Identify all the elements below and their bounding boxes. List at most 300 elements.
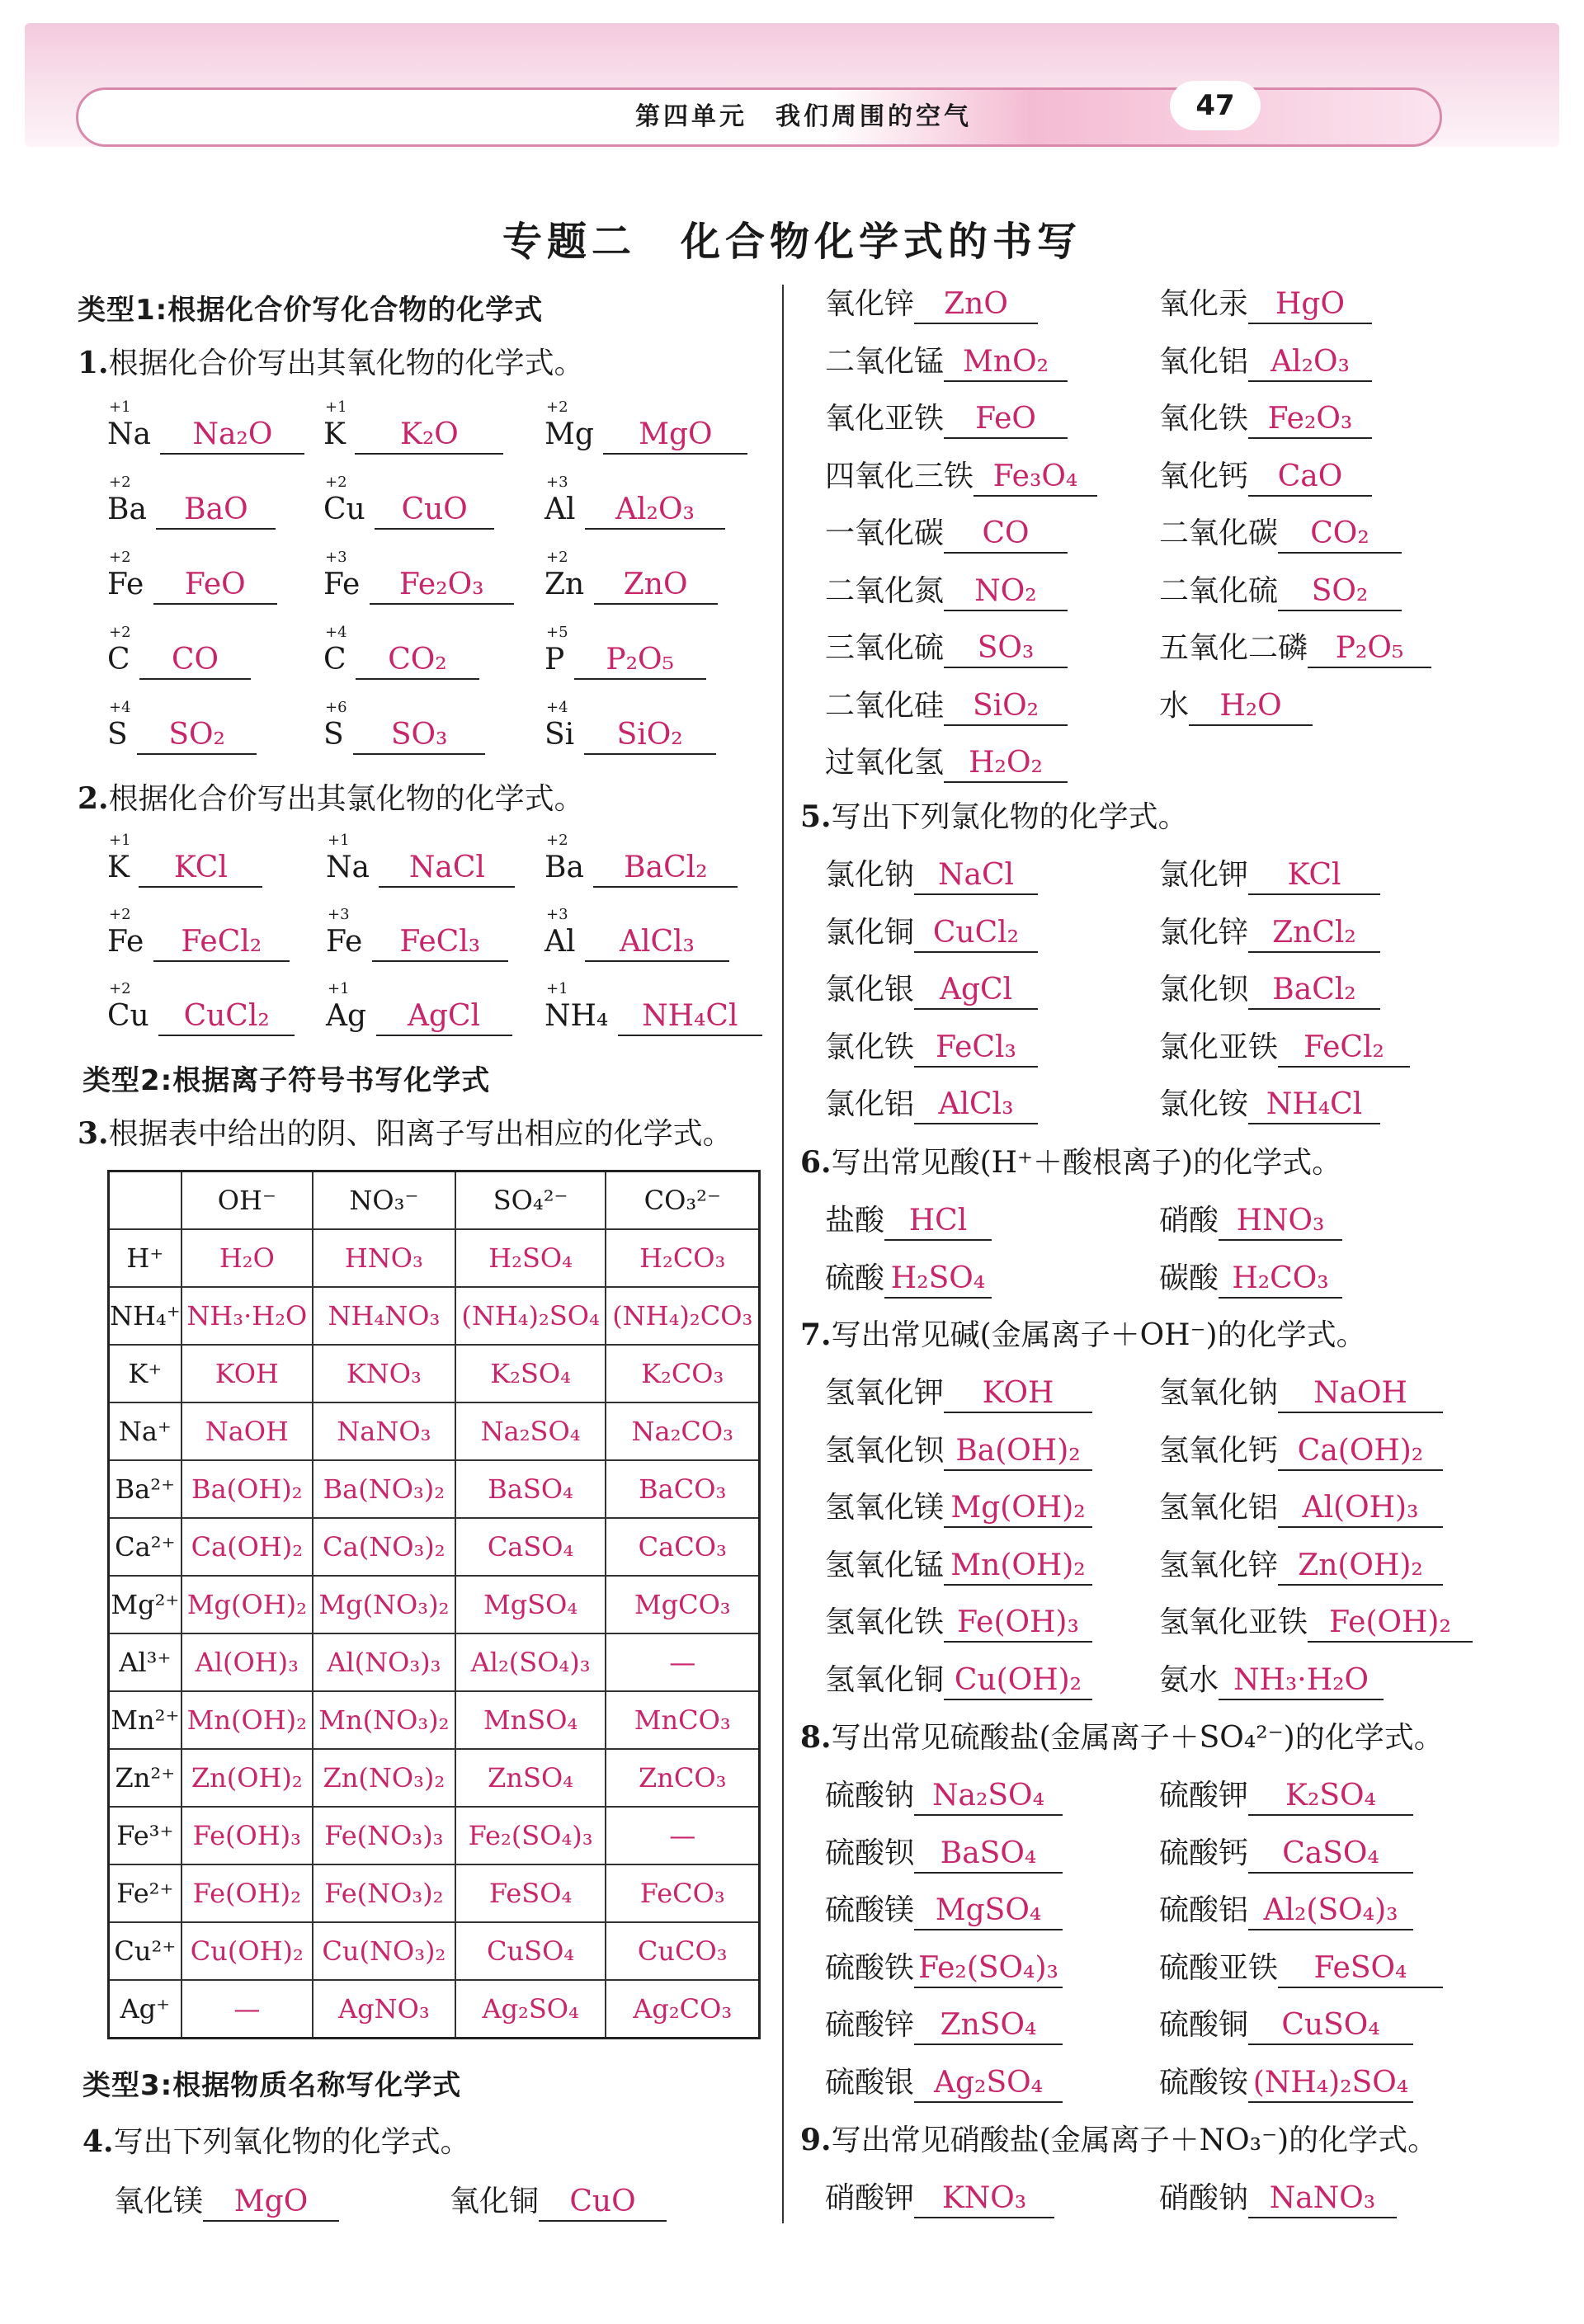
answer: CuO — [539, 2184, 667, 2222]
compound-name: 氧化亚铁 — [825, 402, 945, 436]
column-divider — [782, 285, 784, 2223]
answer: Ba(OH)₂ — [944, 1433, 1092, 1471]
q8-prompt: 8.写出常见硫酸盐(金属离子＋SO₄²⁻)的化学式。 — [800, 1720, 1444, 1755]
compound-name: 一氧化碳 — [825, 516, 945, 550]
answer: AgCl — [376, 998, 512, 1036]
formula-cell: K₂SO₄ — [455, 1345, 606, 1402]
answer: AlCl₃ — [585, 924, 729, 962]
compound-name: 氧化铁 — [1159, 402, 1249, 436]
q2-item: +3 Al AlCl₃ — [544, 924, 729, 962]
type1-heading: 类型1:根据化合价写化合物的化学式 — [78, 294, 544, 327]
answer: BaSO₄ — [914, 1836, 1063, 1874]
answer: CaSO₄ — [1248, 1836, 1413, 1874]
compound-name: 氢氧化亚铁 — [1159, 1605, 1308, 1639]
compound-name: 硫酸钾 — [1159, 1779, 1249, 1813]
answer: Al₂O₃ — [1248, 344, 1372, 382]
compound-name: 氢氧化锰 — [825, 1548, 945, 1582]
q4-left-item: 氧化铜 CuO — [450, 2178, 667, 2222]
compound-name: 硫酸镁 — [825, 1893, 915, 1927]
name-formula-item — [825, 1599, 1092, 1643]
name-formula-item — [825, 851, 1038, 895]
q1-item: +4 Si SiO₂ — [544, 717, 716, 755]
name-formula-item — [825, 1369, 1092, 1413]
q9-prompt: 9.写出常见硝酸盐(金属离子＋NO₃⁻)的化学式。 — [800, 2123, 1438, 2157]
compound-name: 氧化锌 — [825, 287, 915, 321]
answer: KCl — [139, 850, 262, 888]
formula-cell: MnCO₃ — [606, 1691, 759, 1749]
compound-name: 氯化铜 — [825, 915, 915, 950]
name-formula-item — [1159, 625, 1431, 668]
name-formula-item — [825, 338, 1068, 382]
name-formula-item — [825, 1427, 1092, 1471]
corner-cell — [109, 1171, 182, 1230]
name-formula-item — [825, 1657, 1092, 1700]
name-formula-item — [825, 568, 1068, 611]
q5-prompt: 5.写出下列氯化物的化学式。 — [800, 799, 1188, 834]
formula-cell: Fe₂(SO₄)₃ — [455, 1807, 606, 1864]
answer: H₂O — [1189, 688, 1313, 726]
formula-cell: CuCO₃ — [606, 1922, 759, 1980]
formula-cell: Ba(OH)₂ — [182, 1460, 313, 1518]
compound-name: 二氧化碳 — [1159, 516, 1279, 550]
q2-item: +1 NH₄ NH₄Cl — [544, 998, 762, 1036]
q1-item: +4 S SO₂ — [107, 717, 257, 755]
q4-left-item: 氧化镁 MgO — [114, 2178, 339, 2222]
name-formula-item — [825, 1484, 1092, 1528]
name-formula-item — [825, 2001, 1063, 2045]
answer: KOH — [944, 1375, 1092, 1413]
answer: Al₂O₃ — [585, 492, 725, 530]
name-formula-item — [1159, 1945, 1443, 1988]
compound-name: 氯化亚铁 — [1159, 1030, 1279, 1064]
name-formula-item — [825, 909, 1038, 953]
q1-item: +5 P P₂O₅ — [544, 642, 706, 680]
compound-name: 水 — [1159, 688, 1190, 723]
answer: P₂O₅ — [1308, 630, 1431, 668]
answer: Cu(OH)₂ — [944, 1662, 1092, 1700]
name-formula-item — [1159, 909, 1380, 953]
q2-item: +3 Fe FeCl₃ — [326, 924, 508, 962]
compound-name: 硫酸银 — [825, 2065, 915, 2100]
formula-cell: K₂CO₃ — [606, 1345, 759, 1402]
cation-cell: K⁺ — [109, 1345, 182, 1402]
compound-name: 硫酸钙 — [1159, 1836, 1249, 1870]
answer: FeO — [944, 401, 1068, 439]
q1-item: +1 K K₂O — [323, 417, 503, 455]
answer: CuSO₄ — [1248, 2007, 1413, 2045]
formula-cell: Mn(NO₃)₂ — [313, 1691, 455, 1749]
name-formula-item — [1159, 1197, 1342, 1241]
formula-cell: Fe(OH)₃ — [182, 1807, 313, 1864]
unit-title: 第四单元 我们周围的空气 — [635, 102, 972, 131]
q1-item: +3 Al Al₂O₃ — [544, 492, 725, 530]
formula-cell: Ba(NO₃)₂ — [313, 1460, 455, 1518]
name-formula-item — [1159, 1427, 1443, 1471]
formula-cell: CaCO₃ — [606, 1518, 759, 1576]
compound-name: 氯化铵 — [1159, 1087, 1249, 1121]
name-formula-item — [825, 966, 1038, 1010]
compound-name: 二氧化硅 — [825, 688, 945, 723]
table-row — [109, 1287, 760, 1345]
answer: FeSO₄ — [1278, 1950, 1443, 1988]
answer: KNO₃ — [914, 2180, 1054, 2218]
name-formula-item — [1159, 966, 1380, 1010]
compound-name: 盐酸 — [825, 1204, 885, 1237]
formula-cell: CuSO₄ — [455, 1922, 606, 1980]
answer: Mg(OH)₂ — [944, 1490, 1092, 1528]
q2-item: +2 Fe FeCl₂ — [107, 924, 290, 962]
q1-item: +2 Ba BaO — [107, 492, 276, 530]
answer: Mn(OH)₂ — [944, 1548, 1092, 1586]
answer: NH₃·H₂O — [1219, 1662, 1384, 1700]
formula-cell: — — [182, 1980, 313, 2039]
formula-cell: H₂CO₃ — [606, 1229, 759, 1287]
table-row — [109, 1749, 760, 1807]
type3-heading: 类型3:根据物质名称写化学式 — [82, 2069, 462, 2102]
formula-cell: — — [606, 1633, 759, 1691]
formula-cell: Mn(OH)₂ — [182, 1691, 313, 1749]
name-formula-item — [1159, 338, 1372, 382]
name-formula-item — [1159, 1484, 1443, 1528]
table-row — [109, 1922, 760, 1980]
answer: MnO₂ — [944, 344, 1068, 382]
compound-name: 硫酸 — [825, 1261, 885, 1295]
formula-cell: Al(OH)₃ — [182, 1633, 313, 1691]
name-formula-item — [1159, 682, 1313, 726]
compound-name: 硫酸铁 — [825, 1950, 915, 1985]
answer: HgO — [1248, 286, 1372, 324]
formula-cell: KOH — [182, 1345, 313, 1402]
compound-name: 五氧化二磷 — [1159, 631, 1308, 665]
answer: FeO — [153, 567, 277, 605]
page-number: 47 — [1170, 81, 1261, 130]
formula-cell: Cu(OH)₂ — [182, 1922, 313, 1980]
formula-cell: Ca(NO₃)₂ — [313, 1518, 455, 1576]
name-formula-item — [1159, 851, 1380, 895]
formula-cell: ZnSO₄ — [455, 1749, 606, 1807]
compound-name: 氢氧化铝 — [1159, 1491, 1279, 1525]
answer: CuCl₂ — [158, 998, 295, 1036]
answer: NaNO₃ — [1248, 2180, 1397, 2218]
table-row — [109, 1864, 760, 1922]
compound-name: 硝酸钾 — [825, 2181, 915, 2215]
name-formula-item — [825, 1830, 1063, 1874]
formula-cell: (NH₄)₂CO₃ — [606, 1287, 759, 1345]
name-formula-item — [1159, 1024, 1410, 1068]
formula-cell: Al₂(SO₄)₃ — [455, 1633, 606, 1691]
cation-cell: Na⁺ — [109, 1402, 182, 1460]
answer: ZnCl₂ — [1248, 915, 1380, 953]
compound-name: 硫酸钡 — [825, 1836, 915, 1870]
answer: Fe(OH)₃ — [944, 1605, 1092, 1643]
compound-name: 四氧化三铁 — [825, 459, 974, 493]
answer: Fe₃O₄ — [974, 459, 1097, 497]
answer: BaO — [156, 492, 276, 530]
name-formula-item — [825, 1255, 992, 1299]
name-formula-item — [1159, 1081, 1380, 1124]
formula-cell: ZnCO₃ — [606, 1749, 759, 1807]
formula-cell: NaOH — [182, 1402, 313, 1460]
cation-cell: Cu²⁺ — [109, 1922, 182, 1980]
table-row — [109, 1229, 760, 1287]
answer: FeCl₃ — [914, 1030, 1038, 1068]
answer: NaCl — [914, 857, 1038, 895]
formula-cell: Mg(NO₃)₂ — [313, 1576, 455, 1633]
compound-name: 硫酸铜 — [1159, 2008, 1249, 2042]
answer: MgSO₄ — [914, 1893, 1063, 1930]
compound-name: 氢氧化镁 — [825, 1491, 945, 1525]
table-row — [109, 1460, 760, 1518]
type2-heading: 类型2:根据离子符号书写化学式 — [82, 1064, 491, 1097]
table-row — [109, 1345, 760, 1402]
answer: Fe(OH)₂ — [1308, 1605, 1473, 1643]
answer: AlCl₃ — [914, 1087, 1038, 1124]
answer: SO₂ — [1278, 573, 1402, 611]
answer: HCl — [884, 1203, 992, 1241]
answer: (NH₄)₂SO₄ — [1248, 2065, 1413, 2103]
name-formula-item — [1159, 1255, 1342, 1299]
answer: Ca(OH)₂ — [1278, 1433, 1443, 1471]
answer: BaCl₂ — [1248, 972, 1380, 1010]
compound-name: 氯化铝 — [825, 1087, 915, 1121]
compound-name: 氢氧化铜 — [825, 1662, 945, 1697]
answer: CO — [944, 516, 1068, 554]
compound-name: 二氧化氮 — [825, 573, 945, 608]
name-formula-item — [825, 1887, 1063, 1930]
table-row — [109, 1691, 760, 1749]
name-formula-item — [825, 2059, 1063, 2103]
compound-name: 二氧化锰 — [825, 344, 945, 379]
cation-cell: Fe³⁺ — [109, 1807, 182, 1864]
answer: ZnSO₄ — [914, 2007, 1063, 2045]
cation-cell: Mg²⁺ — [109, 1576, 182, 1633]
column-header: CO₃²⁻ — [606, 1171, 759, 1230]
page-title: 专题二 化合物化学式的书写 — [502, 219, 1082, 265]
answer: FeCl₂ — [153, 924, 290, 962]
compound-name: 氢氧化钡 — [825, 1433, 945, 1468]
name-formula-item — [1159, 2001, 1413, 2045]
formula-cell: MgSO₄ — [455, 1576, 606, 1633]
compound-name: 三氧化硫 — [825, 631, 945, 665]
compound-name: 氯化钡 — [1159, 973, 1249, 1006]
answer: SiO₂ — [944, 688, 1068, 726]
answer: CuCl₂ — [914, 915, 1038, 953]
cation-cell: Mn²⁺ — [109, 1691, 182, 1749]
q3-prompt: 3.根据表中给出的阴、阳离子写出相应的化学式。 — [78, 1116, 733, 1151]
answer: CO₂ — [1278, 516, 1402, 554]
compound-name: 氯化锌 — [1159, 915, 1249, 950]
name-formula-item — [825, 2175, 1054, 2218]
compound-name: 氢氧化铁 — [825, 1605, 945, 1639]
q2-item: +1 Na NaCl — [326, 850, 515, 888]
answer: AgCl — [914, 972, 1038, 1010]
name-formula-item — [825, 395, 1068, 439]
cation-cell: Ca²⁺ — [109, 1518, 182, 1576]
column-header: OH⁻ — [182, 1171, 313, 1230]
name-formula-item — [1159, 1599, 1473, 1643]
answer: CO₂ — [356, 642, 479, 680]
answer: Na₂O — [160, 417, 304, 455]
q1-item: +1 Na Na₂O — [107, 417, 304, 455]
compound-name: 氢氧化钙 — [1159, 1433, 1279, 1468]
formula-cell: Fe(OH)₂ — [182, 1864, 313, 1922]
name-formula-item — [825, 625, 1068, 668]
compound-name: 碳酸 — [1159, 1261, 1219, 1295]
ion-table-body — [109, 1229, 760, 2039]
compound-name: 硝酸 — [1159, 1204, 1219, 1237]
name-formula-item — [1159, 510, 1402, 554]
name-formula-item — [825, 1024, 1038, 1068]
q1-item: +6 S SO₃ — [323, 717, 485, 755]
cation-cell: Ba²⁺ — [109, 1460, 182, 1518]
formula-cell: NH₃·H₂O — [182, 1287, 313, 1345]
formula-cell: Ag₂SO₄ — [455, 1980, 606, 2039]
answer: NH₄Cl — [618, 998, 762, 1036]
name-formula-item — [1159, 1542, 1443, 1586]
name-formula-item — [1159, 2059, 1413, 2103]
name-formula-item — [825, 1945, 1063, 1988]
q1-item: +2 C CO — [107, 642, 251, 680]
answer: Ag₂SO₄ — [914, 2065, 1063, 2103]
name-formula-item — [825, 510, 1068, 554]
compound-name: 氨水 — [1159, 1662, 1219, 1697]
table-row — [109, 1633, 760, 1691]
name-formula-item — [1159, 1657, 1384, 1700]
formula-cell: (NH₄)₂SO₄ — [455, 1287, 606, 1345]
answer: MgO — [203, 2184, 339, 2222]
name-formula-item — [825, 739, 1068, 783]
answer: CaO — [1248, 459, 1372, 497]
formula-cell: Fe(NO₃)₃ — [313, 1807, 455, 1864]
formula-cell: KNO₃ — [313, 1345, 455, 1402]
formula-cell: Ca(OH)₂ — [182, 1518, 313, 1576]
answer: MgO — [603, 417, 747, 455]
name-formula-item — [1159, 1369, 1443, 1413]
answer: ZnO — [914, 286, 1038, 324]
formula-cell: Ag₂CO₃ — [606, 1980, 759, 2039]
compound-name: 氢氧化锌 — [1159, 1548, 1279, 1582]
answer: CuO — [375, 492, 494, 530]
answer: ZnO — [594, 567, 718, 605]
name-formula-item — [1159, 1830, 1413, 1874]
q2-item: +1 Ag AgCl — [326, 998, 512, 1036]
answer: FeCl₃ — [372, 924, 508, 962]
name-formula-item — [825, 280, 1038, 324]
name-formula-item — [1159, 395, 1372, 439]
answer: Fe₂(SO₄)₃ — [914, 1950, 1063, 1988]
q7-prompt: 7.写出常见碱(金属离子＋OH⁻)的化学式。 — [800, 1318, 1366, 1352]
q1-prompt: 1.根据化合价写出其氧化物的化学式。 — [78, 346, 584, 380]
compound-name: 硫酸锌 — [825, 2008, 915, 2042]
name-formula-item — [825, 1197, 992, 1241]
answer: HNO₃ — [1219, 1203, 1342, 1241]
table-header-row — [109, 1171, 760, 1230]
answer: Fe₂O₃ — [1248, 401, 1372, 439]
compound-name: 硫酸亚铁 — [1159, 1950, 1279, 1985]
name-formula-item — [825, 1542, 1092, 1586]
table-row — [109, 1980, 760, 2039]
q1-item: +2 Zn ZnO — [544, 567, 718, 605]
q2-item: +2 Cu CuCl₂ — [107, 998, 295, 1036]
name-formula-item — [825, 682, 1068, 726]
compound-name: 硫酸钠 — [825, 1779, 915, 1813]
formula-cell: Mg(OH)₂ — [182, 1576, 313, 1633]
cation-cell: NH₄⁺ — [109, 1287, 182, 1345]
compound-name: 二氧化硫 — [1159, 573, 1279, 608]
q1-item: +4 C CO₂ — [323, 642, 479, 680]
table-row — [109, 1518, 760, 1576]
answer: KCl — [1248, 857, 1380, 895]
formula-cell: AgNO₃ — [313, 1980, 455, 2039]
formula-cell: Fe(NO₃)₂ — [313, 1864, 455, 1922]
name-formula-item — [1159, 453, 1372, 497]
answer: BaCl₂ — [593, 850, 738, 888]
answer: P₂O₅ — [574, 642, 706, 680]
formula-cell: Zn(NO₃)₂ — [313, 1749, 455, 1807]
answer: H₂SO₄ — [884, 1261, 992, 1299]
q2-item: +1 K KCl — [107, 850, 262, 888]
compound-name: 硝酸钠 — [1159, 2181, 1249, 2215]
formula-cell: FeCO₃ — [606, 1864, 759, 1922]
cation-cell: Ag⁺ — [109, 1980, 182, 2039]
answer: SO₃ — [353, 717, 485, 755]
compound-name: 氢氧化钠 — [1159, 1376, 1279, 1410]
compound-name: 硫酸铝 — [1159, 1893, 1249, 1927]
formula-cell: NaNO₃ — [313, 1402, 455, 1460]
formula-cell: BaSO₄ — [455, 1460, 606, 1518]
formula-cell: Zn(OH)₂ — [182, 1749, 313, 1807]
answer: H₂O₂ — [944, 745, 1068, 783]
answer: K₂SO₄ — [1248, 1778, 1413, 1816]
compound-name: 氧化钙 — [1159, 459, 1249, 493]
cation-cell: H⁺ — [109, 1229, 182, 1287]
name-formula-item — [1159, 280, 1372, 324]
table-row — [109, 1576, 760, 1633]
compound-name: 氧化汞 — [1159, 287, 1249, 321]
compound-name: 氯化钾 — [1159, 858, 1249, 892]
q1-item: +2 Fe FeO — [107, 567, 277, 605]
cation-cell: Zn²⁺ — [109, 1749, 182, 1807]
answer: SO₂ — [137, 717, 257, 755]
answer: NH₄Cl — [1248, 1087, 1380, 1124]
formula-cell: H₂O — [182, 1229, 313, 1287]
formula-cell: HNO₃ — [313, 1229, 455, 1287]
answer: FeCl₂ — [1278, 1030, 1410, 1068]
formula-cell: — — [606, 1807, 759, 1864]
compound-name: 硫酸铵 — [1159, 2065, 1249, 2100]
answer: K₂O — [355, 417, 503, 455]
formula-cell: Na₂CO₃ — [606, 1402, 759, 1460]
q1-item: +2 Mg MgO — [544, 417, 747, 455]
compound-name: 过氧化氢 — [825, 746, 945, 780]
name-formula-item — [1159, 1772, 1413, 1816]
answer: SO₃ — [944, 630, 1068, 668]
name-formula-item — [825, 1081, 1038, 1124]
answer: Zn(OH)₂ — [1278, 1548, 1443, 1586]
q1-item: +2 Cu CuO — [323, 492, 494, 530]
compound-name: 氢氧化钾 — [825, 1376, 945, 1410]
answer: NO₂ — [944, 573, 1068, 611]
name-formula-item — [825, 453, 1097, 497]
name-formula-item — [825, 1772, 1063, 1816]
answer: CO — [139, 642, 251, 680]
name-formula-item — [1159, 1887, 1413, 1930]
formula-cell: Na₂SO₄ — [455, 1402, 606, 1460]
formula-cell: BaCO₃ — [606, 1460, 759, 1518]
table-row — [109, 1807, 760, 1864]
formula-cell: MnSO₄ — [455, 1691, 606, 1749]
q2-item: +2 Ba BaCl₂ — [544, 850, 738, 888]
